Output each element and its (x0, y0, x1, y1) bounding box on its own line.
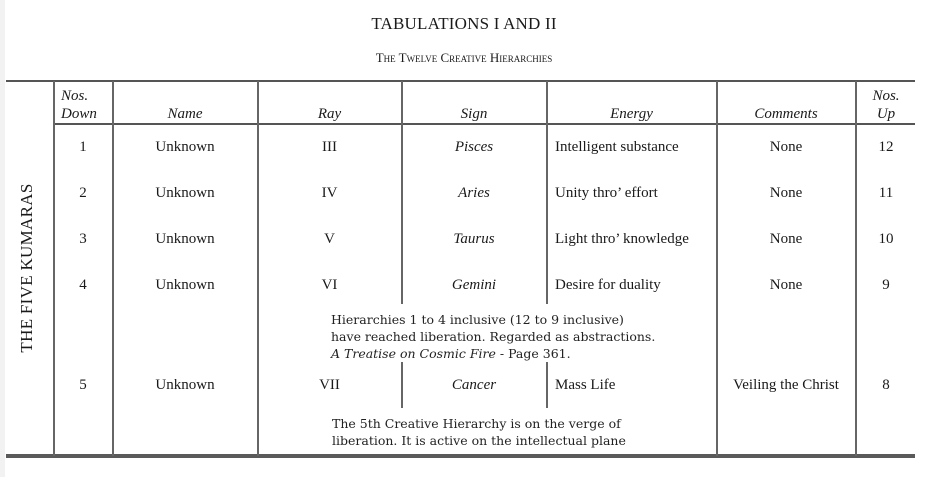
cell-ray: III (322, 139, 337, 155)
cell-ray: VII (319, 377, 340, 393)
table-top-rule (6, 80, 915, 82)
note-line: have reached liberation. Regarded as abstractions. (331, 329, 656, 344)
column-rule (112, 81, 114, 456)
column-rule (546, 362, 548, 408)
cell-down: 2 (79, 185, 87, 201)
cell-comments: Veiling the Christ (733, 377, 839, 393)
cell-down: 4 (79, 277, 87, 293)
column-rule (855, 81, 857, 456)
cell-up: 9 (882, 277, 890, 293)
cell-sign: Aries (458, 185, 490, 201)
header-nos-down (61, 87, 97, 123)
cell-ray: IV (321, 185, 338, 201)
source-page: - Page 361. (495, 346, 571, 361)
header-nos-up-line1: Nos. (872, 88, 900, 104)
source-title: A Treatise on Cosmic Fire (331, 346, 496, 361)
cell-comments: None (769, 139, 803, 155)
cell-down: 3 (79, 231, 87, 247)
cell-up: 11 (878, 185, 894, 201)
group-label: THE FIVE KUMARAS (17, 183, 36, 353)
cell-sign: Gemini (451, 277, 497, 293)
header-energy: Energy (610, 106, 653, 122)
cell-energy: Unity thro’ effort (555, 185, 658, 201)
cell-down: 1 (79, 139, 87, 155)
cell-name: Unknown (155, 185, 215, 201)
header-nos-up (856, 87, 916, 123)
column-rule (257, 81, 259, 456)
header-nos-down-line1: Nos. (61, 88, 89, 104)
cell-comments: None (769, 185, 803, 201)
cell-ray: V (324, 231, 335, 247)
cell-up: 10 (878, 231, 894, 247)
header-bottom-rule (53, 123, 915, 125)
cell-energy: Mass Life (555, 377, 616, 393)
cell-energy: Intelligent substance (555, 139, 679, 155)
cell-down: 5 (79, 377, 87, 393)
cell-comments: None (769, 231, 803, 247)
page-title: TABULATIONS I AND II (371, 14, 557, 33)
note-line: The 5th Creative Hierarchy is on the verge of (332, 416, 621, 431)
fifth-hierarchy-note (332, 415, 626, 449)
cell-ray: VI (321, 277, 338, 293)
cell-name: Unknown (155, 139, 215, 155)
page-subtitle: The Twelve Creative Hierarchies (375, 50, 553, 65)
note-line: Hierarchies 1 to 4 inclusive (12 to 9 inclusive) (331, 312, 624, 327)
cell-up: 12 (878, 139, 894, 155)
column-rule (716, 81, 718, 456)
table-bottom-rule (6, 454, 915, 458)
header-nos-down-line2: Down (61, 106, 97, 122)
cell-sign: Pisces (454, 139, 494, 155)
note-source (331, 345, 655, 362)
header-name: Name (167, 106, 203, 122)
cell-name: Unknown (155, 377, 215, 393)
cell-comments: None (769, 277, 803, 293)
cell-energy: Desire for duality (555, 277, 661, 293)
cell-name: Unknown (155, 277, 215, 293)
note-line: liberation. It is active on the intellectual plane (332, 433, 626, 448)
cell-sign: Taurus (453, 231, 495, 247)
cell-name: Unknown (155, 231, 215, 247)
page-margin (0, 0, 5, 477)
header-nos-up-line2: Up (876, 106, 896, 122)
header-ray: Ray (317, 106, 342, 122)
cell-up: 8 (882, 377, 890, 393)
header-comments: Comments (754, 106, 818, 122)
column-rule (53, 81, 55, 456)
liberation-note (331, 311, 655, 362)
cell-energy: Light thro’ knowledge (555, 231, 689, 247)
cell-sign: Cancer (451, 377, 497, 393)
header-sign: Sign (460, 106, 488, 122)
